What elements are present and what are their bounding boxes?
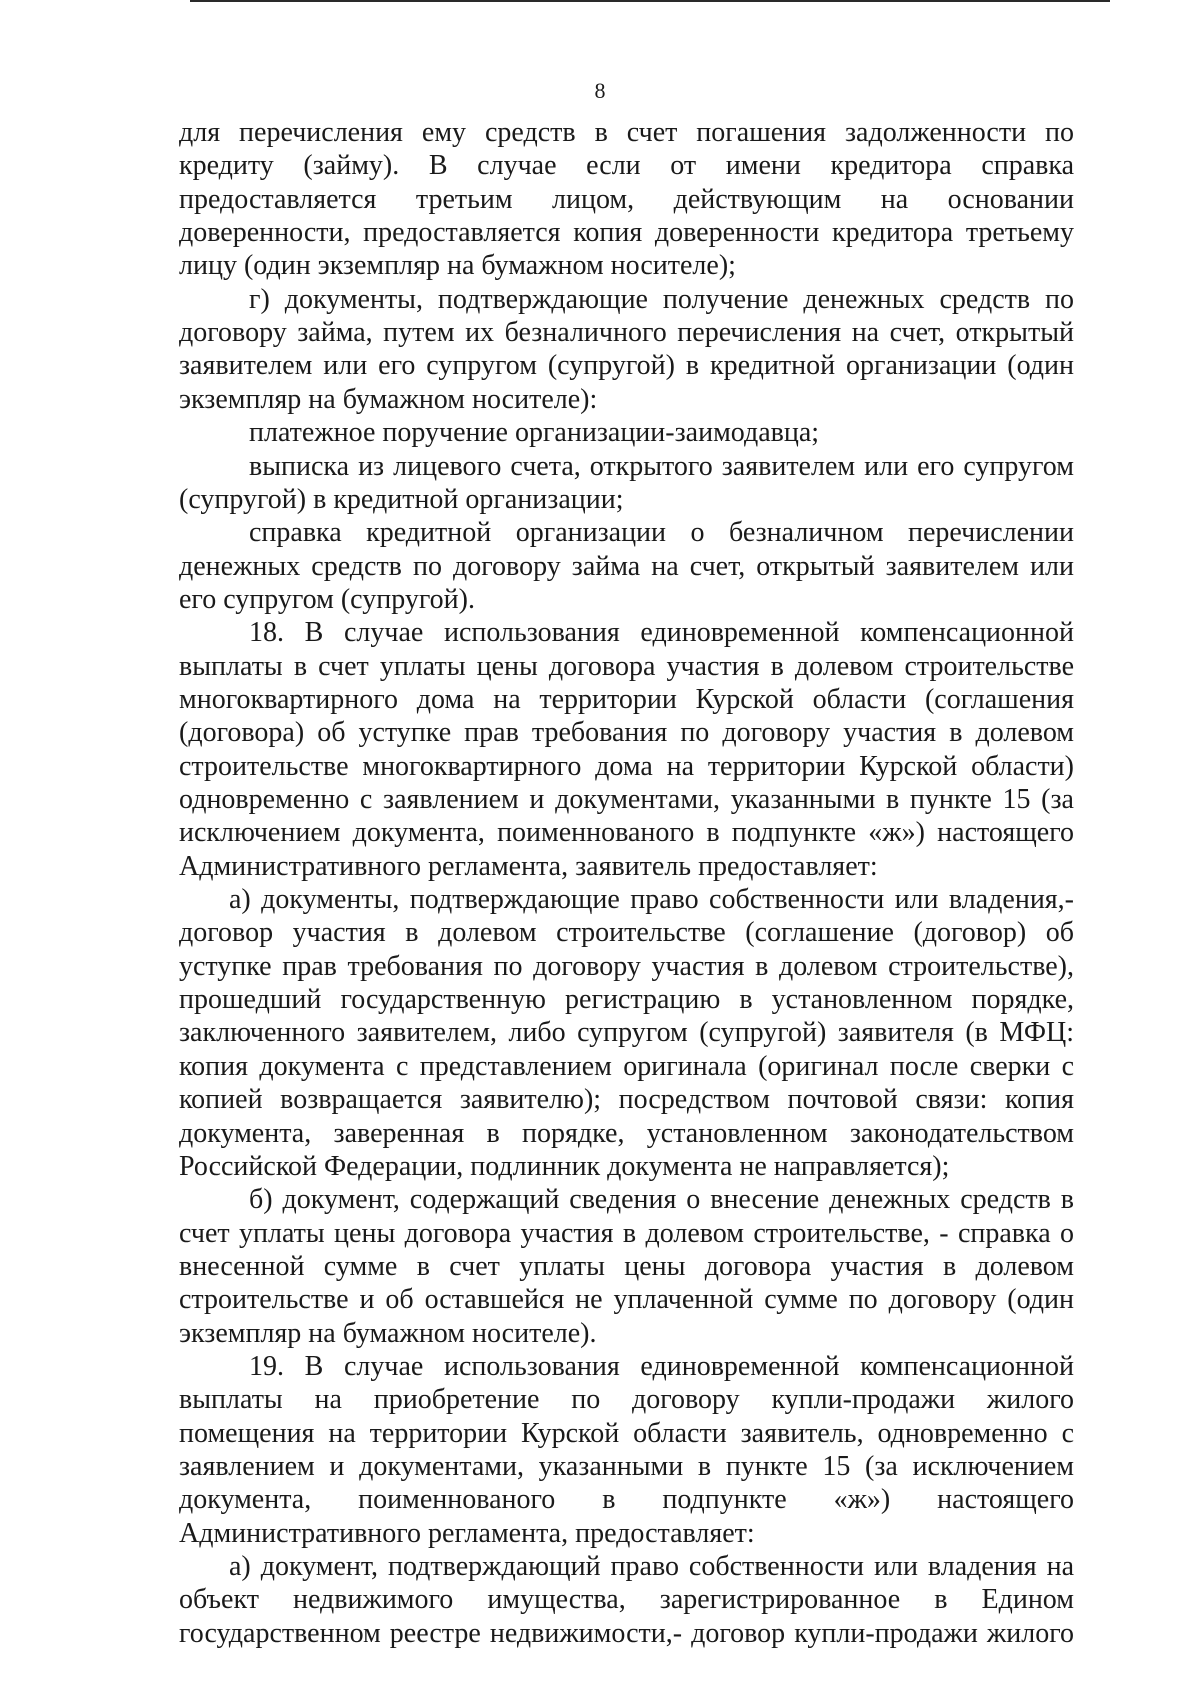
text-line: заявлением и документами, указанными в пункте 15 (за исключением bbox=[179, 1451, 1074, 1482]
text-line: договору займа, путем их безналичного перечисления на счет, открытый bbox=[179, 317, 1074, 349]
text-line: Российской Федерации, подлинник документа не направляется); bbox=[179, 1150, 950, 1182]
text-line: кредиту (займу). В случае если от имени кредитора справка bbox=[179, 150, 1074, 182]
text-line: выплаты на приобретение по договору купли-продажи жилого bbox=[179, 1384, 1074, 1416]
text-line: помещения на территории Курской области заявитель, одновременно с bbox=[179, 1417, 1074, 1449]
text-line: лицу (один экземпляр на бумажном носителе); bbox=[179, 250, 736, 282]
text-line: счет уплаты цены договора участия в долевом строительстве, - справка о bbox=[179, 1217, 1074, 1249]
text-line: экземпляр на бумажном носителе): bbox=[179, 383, 598, 415]
text-line: строительстве и об оставшейся не уплаченной сумме по договору (один bbox=[179, 1284, 1074, 1316]
text-line: заявителем или его супругом (супругой) в кредитной организации (один bbox=[179, 350, 1074, 382]
text-line: его супругом (супругой). bbox=[179, 583, 475, 615]
text-line: внесенной сумме в счет уплаты цены договора участия в долевом bbox=[179, 1250, 1074, 1282]
text-line: экземпляр на бумажном носителе). bbox=[179, 1317, 597, 1349]
text-line: Административного регламента, предоставляет: bbox=[179, 1517, 755, 1549]
text-line: платежное поручение организации-заимодавца; bbox=[249, 417, 820, 449]
text-line: а) документы, подтверждающие право собственности или владения,- bbox=[229, 884, 1074, 916]
text-line: уступке прав требования по договору участия в долевом строительстве), bbox=[179, 950, 1074, 982]
text-line: прошедший государственную регистрацию в установленном порядке, bbox=[179, 984, 1074, 1016]
text-line: 19. В случае использования единовременной компенсационной bbox=[249, 1350, 1074, 1382]
text-line: документа, поименнованого в подпункте «ж») настоящего bbox=[179, 1484, 1074, 1516]
text-line: копией возвращается заявителю); посредством почтовой связи: копия bbox=[179, 1084, 1074, 1116]
text-line: договор участия в долевом строительстве (соглашение (договор) об bbox=[179, 917, 1074, 949]
text-line: объект недвижимого имущества, зарегистрированное в Едином bbox=[179, 1584, 1074, 1616]
text-line: выписка из лицевого счета, открытого заявителем или его супругом bbox=[249, 450, 1074, 482]
text-line: денежных средств по договору займа на счет, открытый заявителем или bbox=[179, 550, 1074, 582]
text-line: строительстве многоквартирного дома на территории Курской области) bbox=[179, 750, 1074, 782]
text-line: заключенного заявителем, либо супругом (супругой) заявителя (в МФЦ: bbox=[179, 1017, 1074, 1049]
text-line: государственном реестре недвижимости,- договор купли-продажи жилого bbox=[179, 1617, 1074, 1649]
text-line: б) документ, содержащий сведения о внесение денежных средств в bbox=[249, 1184, 1074, 1216]
page-number: 8 bbox=[594, 78, 606, 103]
text-line: документа, заверенная в порядке, установленном законодательством bbox=[179, 1117, 1074, 1149]
text-line: (супругой) в кредитной организации; bbox=[179, 483, 624, 515]
text-line: Административного регламента, заявитель предоставляет: bbox=[179, 850, 878, 882]
text-line: одновременно с заявлением и документами, указанными в пункте 15 (за bbox=[179, 784, 1074, 815]
text-line: многоквартирного дома на территории Курской области (соглашения bbox=[179, 683, 1074, 715]
text-line: для перечисления ему средств в счет погашения задолженности по bbox=[179, 117, 1074, 148]
text-line: предоставляется третьим лицом, действующим на основании bbox=[179, 183, 1074, 215]
text-line: (договора) об уступке прав требования по договору участия в долевом bbox=[179, 717, 1074, 749]
text-line: г) документы, подтверждающие получение денежных средств по bbox=[249, 283, 1074, 315]
text-line: копия документа с представлением оригинала (оригинал после сверки с bbox=[179, 1050, 1074, 1082]
text-line: а) документ, подтверждающий право собственности или владения на bbox=[229, 1551, 1074, 1583]
text-line: справка кредитной организации о безналичном перечислении bbox=[249, 517, 1074, 549]
text-line: доверенности, предоставляется копия доверенности кредитора третьему bbox=[179, 217, 1074, 249]
text-line: 18. В случае использования единовременной компенсационной bbox=[249, 617, 1074, 649]
text-line: исключением документа, поименнованого в подпункте «ж») настоящего bbox=[179, 817, 1074, 849]
text-line: выплаты в счет уплаты цены договора участия в долевом строительстве bbox=[179, 650, 1074, 682]
page-top-border bbox=[190, 0, 1110, 2]
